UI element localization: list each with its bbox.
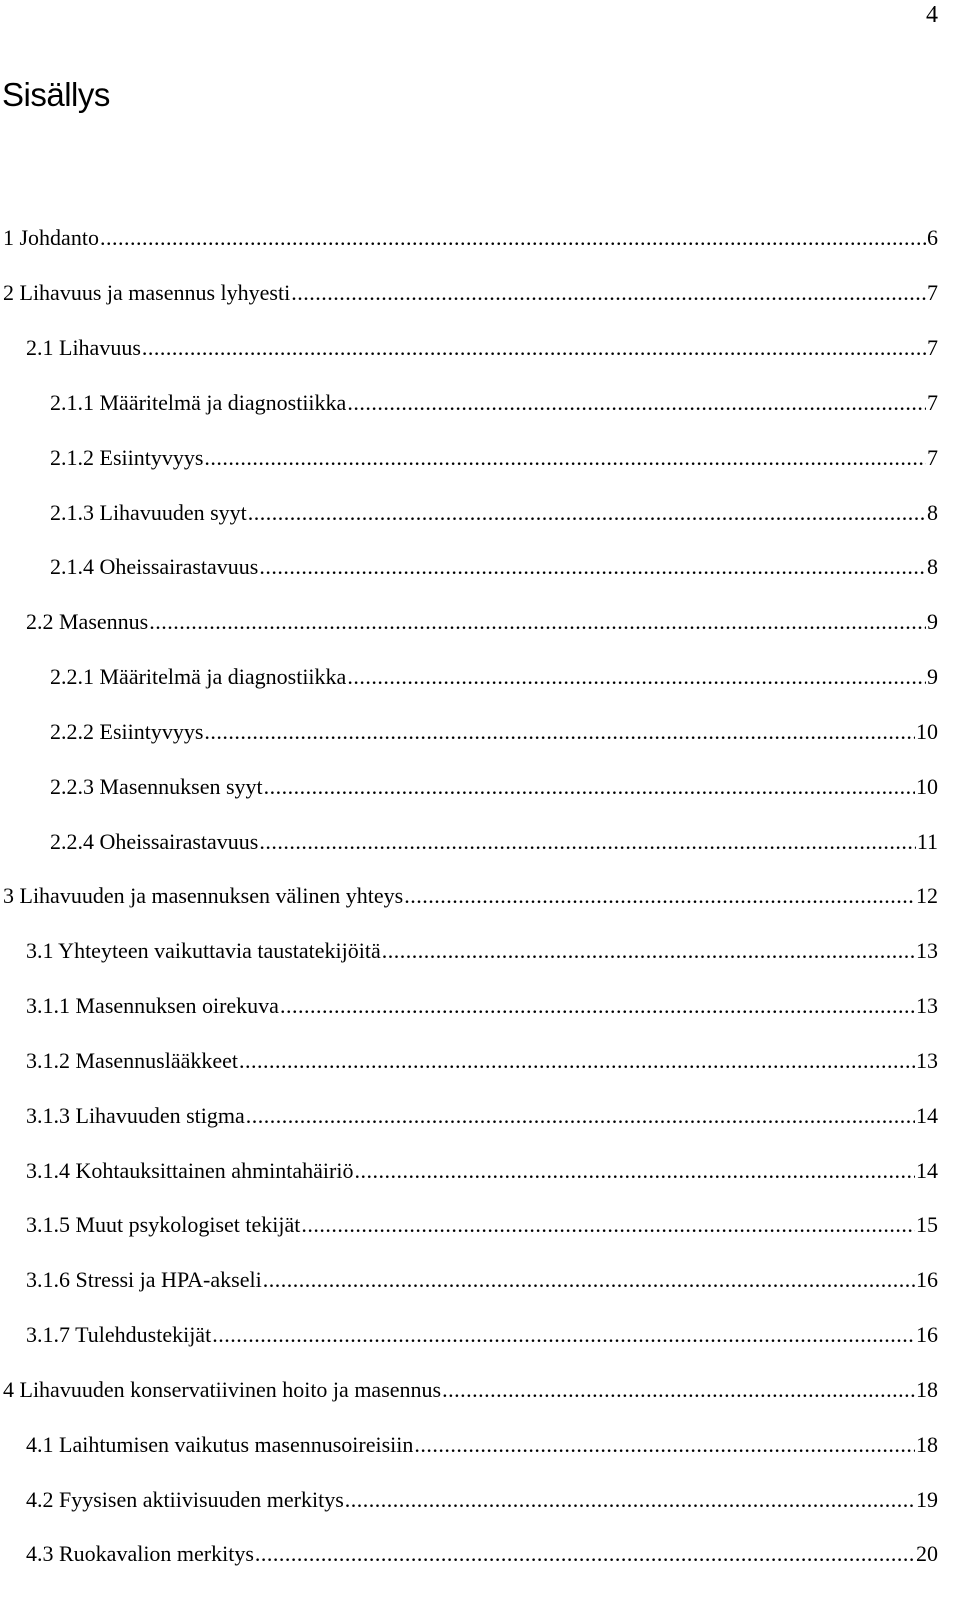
page-number: 4 bbox=[926, 2, 938, 28]
toc-entry-label: 3 Lihavuuden ja masennuksen välinen yhteys bbox=[3, 883, 404, 908]
dot-leader bbox=[347, 662, 926, 692]
dot-leader bbox=[301, 1210, 915, 1240]
toc-entry-page: 7 bbox=[927, 390, 938, 415]
toc-entry-page: 14 bbox=[916, 1103, 938, 1128]
toc-entry-page: 13 bbox=[916, 1048, 938, 1073]
toc-entry[interactable] bbox=[26, 1210, 938, 1240]
toc-entry-label: 2.1.2 Esiintyvyys bbox=[50, 445, 204, 470]
dot-leader bbox=[259, 827, 915, 857]
toc-entry-page: 18 bbox=[916, 1377, 938, 1402]
toc-entry-label: 2.1.1 Määritelmä ja diagnostiikka bbox=[50, 390, 347, 415]
toc-entry[interactable] bbox=[26, 1539, 938, 1569]
toc-entry[interactable] bbox=[3, 223, 938, 253]
toc-entry-page: 6 bbox=[927, 225, 938, 250]
toc-entry[interactable] bbox=[26, 333, 938, 363]
toc-entry[interactable] bbox=[26, 1265, 938, 1295]
dot-leader bbox=[248, 498, 926, 528]
dot-leader bbox=[280, 991, 915, 1021]
toc-entry-page: 8 bbox=[927, 500, 938, 525]
toc-entry[interactable] bbox=[50, 772, 938, 802]
toc-entry-label: 4 Lihavuuden konservatiivinen hoito ja masennus bbox=[3, 1377, 442, 1402]
toc-entry-page: 16 bbox=[916, 1267, 938, 1292]
dot-leader bbox=[263, 1265, 915, 1295]
toc-entry-label: 3.1.4 Kohtauksittainen ahmintahäiriö bbox=[26, 1158, 354, 1183]
toc-entry-label: 1 Johdanto bbox=[3, 225, 99, 250]
dot-leader bbox=[204, 443, 926, 473]
toc-entry-page: 15 bbox=[916, 1212, 938, 1237]
dot-leader bbox=[100, 223, 926, 253]
toc-entry-page: 20 bbox=[916, 1541, 938, 1566]
dot-leader bbox=[355, 1156, 916, 1186]
toc-entry-page: 11 bbox=[916, 829, 938, 854]
toc-entry-page: 14 bbox=[916, 1158, 938, 1183]
toc-entry-label: 3.1.6 Stressi ja HPA-akseli bbox=[26, 1267, 262, 1292]
dot-leader bbox=[404, 881, 915, 911]
toc-entry-label: 2.2.4 Oheissairastavuus bbox=[50, 829, 259, 854]
toc-entry[interactable] bbox=[50, 552, 938, 582]
dot-leader bbox=[382, 936, 915, 966]
toc-entry[interactable] bbox=[26, 1101, 938, 1131]
toc-entry[interactable] bbox=[3, 881, 938, 911]
toc-entry-label: 2.2.3 Masennuksen syyt bbox=[50, 774, 263, 799]
toc-entry[interactable] bbox=[26, 607, 938, 637]
toc-entry[interactable] bbox=[3, 1375, 938, 1405]
toc-entry-label: 2.2.1 Määritelmä ja diagnostiikka bbox=[50, 664, 347, 689]
dot-leader bbox=[291, 278, 926, 308]
dot-leader bbox=[347, 388, 926, 418]
toc-entry-page: 12 bbox=[916, 883, 938, 908]
toc-entry-label: 3.1.2 Masennuslääkkeet bbox=[26, 1048, 238, 1073]
toc-entry-label: 4.2 Fyysisen aktiivisuuden merkitys bbox=[26, 1487, 344, 1512]
toc-entry[interactable] bbox=[26, 1156, 938, 1186]
toc-entry-label: 2.2.2 Esiintyvyys bbox=[50, 719, 204, 744]
toc-entry-label: 4.1 Laihtumisen vaikutus masennusoireisiin bbox=[26, 1432, 414, 1457]
toc-entry-page: 10 bbox=[916, 774, 938, 799]
toc-entry-page: 9 bbox=[927, 664, 938, 689]
dot-leader bbox=[255, 1539, 915, 1569]
dot-leader bbox=[204, 717, 915, 747]
toc-entry-label: 3.1.7 Tulehdustekijät bbox=[26, 1322, 212, 1347]
toc-entry[interactable] bbox=[26, 936, 938, 966]
dot-leader bbox=[246, 1101, 915, 1131]
toc-entry-page: 19 bbox=[916, 1487, 938, 1512]
toc-entry-label: 4.3 Ruokavalion merkitys bbox=[26, 1541, 254, 1566]
dot-leader bbox=[212, 1320, 915, 1350]
dot-leader bbox=[142, 333, 926, 363]
dot-leader bbox=[345, 1485, 915, 1515]
toc-entry-page: 18 bbox=[916, 1432, 938, 1457]
toc-entry-label: 3.1 Yhteyteen vaikuttavia taustatekijöitä bbox=[26, 938, 381, 963]
toc-entry-label: 2.1.4 Oheissairastavuus bbox=[50, 554, 259, 579]
toc-entry-label: 3.1.3 Lihavuuden stigma bbox=[26, 1103, 245, 1128]
dot-leader bbox=[264, 772, 915, 802]
toc-entry[interactable] bbox=[3, 278, 938, 308]
toc-entry-page: 8 bbox=[927, 554, 938, 579]
toc-entry-page: 9 bbox=[927, 609, 938, 634]
toc-entry[interactable] bbox=[50, 717, 938, 747]
dot-leader bbox=[149, 607, 926, 637]
toc-entry[interactable] bbox=[26, 1430, 938, 1460]
toc-entry-page: 10 bbox=[916, 719, 938, 744]
toc-entry[interactable] bbox=[26, 1485, 938, 1515]
toc-entry-label: 2 Lihavuus ja masennus lyhyesti bbox=[3, 280, 291, 305]
dot-leader bbox=[414, 1430, 915, 1460]
toc-entry[interactable] bbox=[26, 1320, 938, 1350]
toc-entry[interactable] bbox=[26, 1046, 938, 1076]
toc-entry-label: 2.1 Lihavuus bbox=[26, 335, 141, 360]
toc-entry-page: 7 bbox=[927, 280, 938, 305]
toc-entry[interactable] bbox=[50, 388, 938, 418]
toc-entry[interactable] bbox=[50, 827, 938, 857]
dot-leader bbox=[442, 1375, 915, 1405]
toc-entry-page: 13 bbox=[916, 993, 938, 1018]
toc-entry-label: 2.2 Masennus bbox=[26, 609, 149, 634]
toc-entry-page: 13 bbox=[916, 938, 938, 963]
toc-entry-label: 3.1.1 Masennuksen oirekuva bbox=[26, 993, 279, 1018]
toc-entry-label: 2.1.3 Lihavuuden syyt bbox=[50, 500, 247, 525]
toc-entry-page: 7 bbox=[927, 335, 938, 360]
toc-entry[interactable] bbox=[50, 443, 938, 473]
toc-entry[interactable] bbox=[26, 991, 938, 1021]
dot-leader bbox=[259, 552, 926, 582]
toc-entry-label: 3.1.5 Muut psykologiset tekijät bbox=[26, 1212, 301, 1237]
page-title: Sisällys bbox=[2, 76, 110, 113]
toc-entry-page: 16 bbox=[916, 1322, 938, 1347]
toc-entry-page: 7 bbox=[927, 445, 938, 470]
toc-entry[interactable] bbox=[50, 662, 938, 692]
dot-leader bbox=[239, 1046, 915, 1076]
toc-entry[interactable] bbox=[50, 498, 938, 528]
